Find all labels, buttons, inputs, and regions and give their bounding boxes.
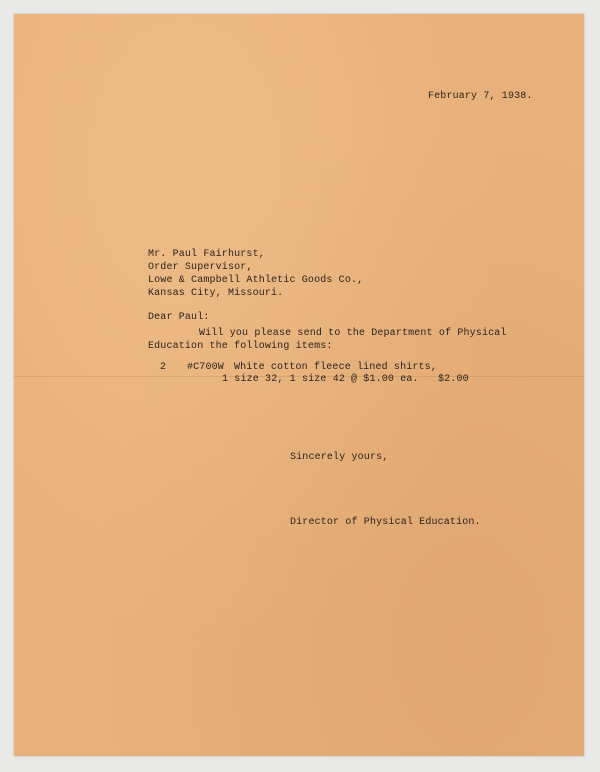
item-number: #C700W: [187, 362, 224, 373]
item-quantity: 2: [160, 362, 167, 373]
item-sizes: 1 size 32, 1 size 42: [222, 374, 346, 385]
signature-title: Director of Physical Education.: [290, 517, 481, 528]
salutation: Dear Paul:: [148, 312, 210, 323]
closing: Sincerely yours,: [290, 452, 389, 463]
item-description: White cotton fleece lined shirts,: [234, 362, 437, 373]
item-unit-price: @ $1.00 ea.: [351, 374, 419, 385]
address-line-city: Kansas City, Missouri.: [148, 288, 284, 299]
address-line-company: Lowe & Campbell Athletic Goods Co.,: [148, 275, 364, 286]
body-line-2: Education the following items:: [148, 341, 333, 352]
address-line-name: Mr. Paul Fairhurst,: [148, 249, 265, 260]
letter-date: February 7, 1938.: [428, 91, 533, 102]
address-line-title: Order Supervisor,: [148, 262, 253, 273]
body-line-1: Will you please send to the Department of Physical: [199, 328, 507, 339]
item-total: $2.00: [438, 374, 469, 385]
